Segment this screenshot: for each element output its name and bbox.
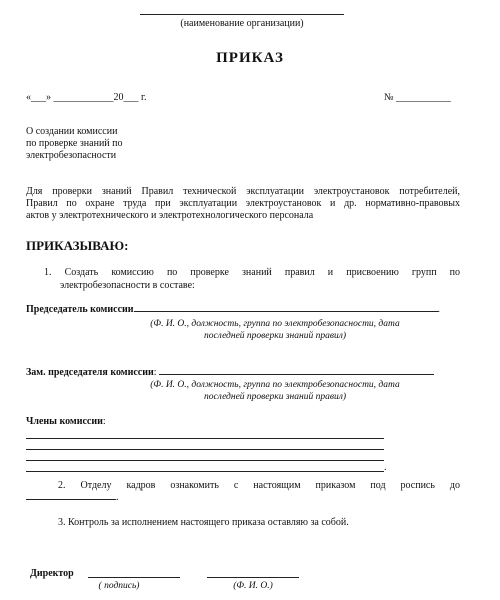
document-title: ПРИКАЗ (216, 50, 284, 66)
preamble-line: Для проверки знаний Правил технической эксплуатации электроустановок потребителей, (26, 186, 460, 197)
members-line[interactable] (26, 438, 384, 439)
preamble-line: актов у электротехнического и электротехнологического персонала (26, 210, 314, 221)
vice-chair-label: Зам. председателя комиссии (26, 367, 154, 378)
signature-role: Директор (30, 568, 74, 579)
subject-line: по проверке знаний по (26, 138, 123, 149)
preamble-line: Правил по охране труда при эксплуатации электроустановок и др. нормативно-правовых (26, 198, 460, 209)
vice-chair-hint-line: (Ф. И. О., должность, группа по электробезопасности, дата (150, 380, 400, 390)
signature-name-line[interactable] (207, 577, 299, 578)
org-name-caption: (наименование организации) (180, 18, 304, 29)
item-1-line-1: 1. Создать комиссию по проверке знаний правил и присвоению групп по (44, 267, 460, 278)
order-date: «___» ____________20___ г. (26, 92, 147, 103)
chair-fill-line[interactable] (134, 311, 438, 312)
item-2-line-1: 2. Отделу кадров ознакомить с настоящим приказом под роспись до (58, 480, 460, 491)
chair-hint (140, 318, 410, 342)
subject-line: электробезопасности (26, 150, 117, 161)
chair-hint-line: (Ф. И. О., должность, группа по электробезопасности, дата (150, 319, 400, 329)
deadline-fill-line[interactable] (26, 499, 116, 500)
item-1-line-2: электробезопасности в составе: (60, 280, 195, 291)
signature-caption: ( подпись) (98, 581, 140, 591)
item-2-deadline: . (26, 492, 119, 504)
vice-chair-hint-line: последней проверки знаний правил) (203, 392, 347, 402)
chair-label: Председатель комиссии (26, 304, 134, 315)
org-name-line (140, 14, 344, 15)
members-end-period: . (384, 462, 387, 473)
chair-row: Председатель комиссии . (26, 304, 441, 315)
members-line[interactable] (26, 449, 384, 450)
members-row: Члены комиссии: (26, 416, 106, 427)
item-3: 3. Контроль за исполнением настоящего приказа оставляю за собой. (58, 517, 349, 528)
vice-chair-hint (140, 379, 410, 403)
signature-line[interactable] (88, 577, 180, 578)
order-number: № ___________ (384, 92, 452, 103)
members-label: Члены комиссии (26, 416, 103, 427)
subject-line: О создании комиссии (26, 126, 118, 137)
vice-chair-fill-line[interactable] (159, 374, 434, 375)
name-caption: (Ф. И. О.) (233, 581, 273, 591)
order-word: ПРИКАЗЫВАЮ: (26, 238, 129, 253)
vice-chair-row: Зам. председателя комиссии: (26, 367, 434, 379)
members-line[interactable] (26, 460, 384, 461)
chair-hint-line: последней проверки знаний правил) (203, 331, 347, 341)
preamble (26, 186, 460, 222)
order-subject (26, 126, 123, 162)
members-line[interactable] (26, 471, 384, 472)
